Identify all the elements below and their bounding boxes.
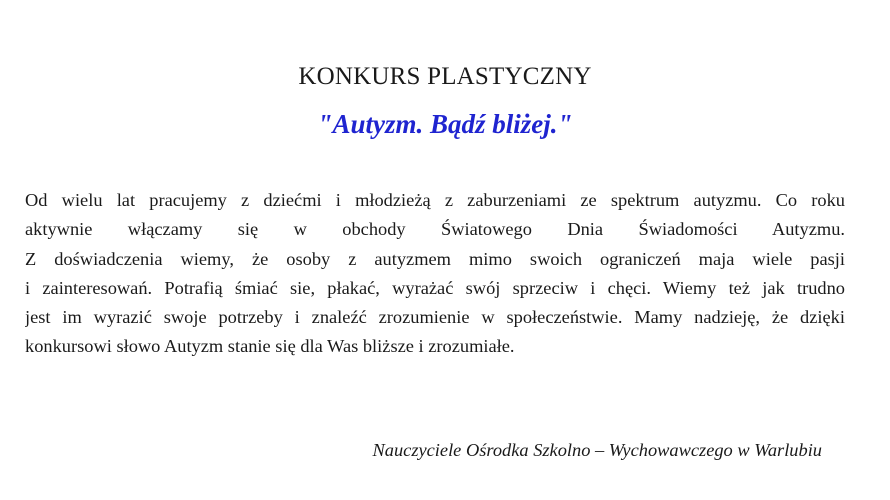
body-line: i zainteresowań. Potrafią śmiać sie, płakać, wyrażać swój sprzeciw i chęci. Wiemy też jak trudno xyxy=(25,277,845,298)
body-line: Od wielu lat pracujemy z dziećmi i młodzieżą z zaburzeniami ze spektrum autyzmu. Co roku xyxy=(25,190,845,210)
body-line: jest im wyrazić swoje potrzeby i znaleźć zrozumienie w społeczeństwie. Mamy nadzieję, że dzięki xyxy=(25,307,845,328)
document-title: KONKURS PLASTYCZNY xyxy=(298,63,592,90)
body-line: aktywnie włączamy się w obchody Światowego Dnia Świadomości Autyzmu. xyxy=(25,219,845,240)
body-paragraph xyxy=(25,186,845,362)
document-subtitle: "Autyzm. Bądź bliżej." xyxy=(317,109,573,139)
signature: Nauczyciele Ośrodka Szkolno – Wychowawczego w Warlubiu xyxy=(372,440,822,460)
body-line: konkursowi słowo Autyzm stanie się dla Was bliższe i zrozumiałe. xyxy=(25,336,515,357)
body-line: Z doświadczenia wiemy, że osoby z autyzmem mimo swoich ograniczeń maja wiele pasji xyxy=(25,248,845,269)
